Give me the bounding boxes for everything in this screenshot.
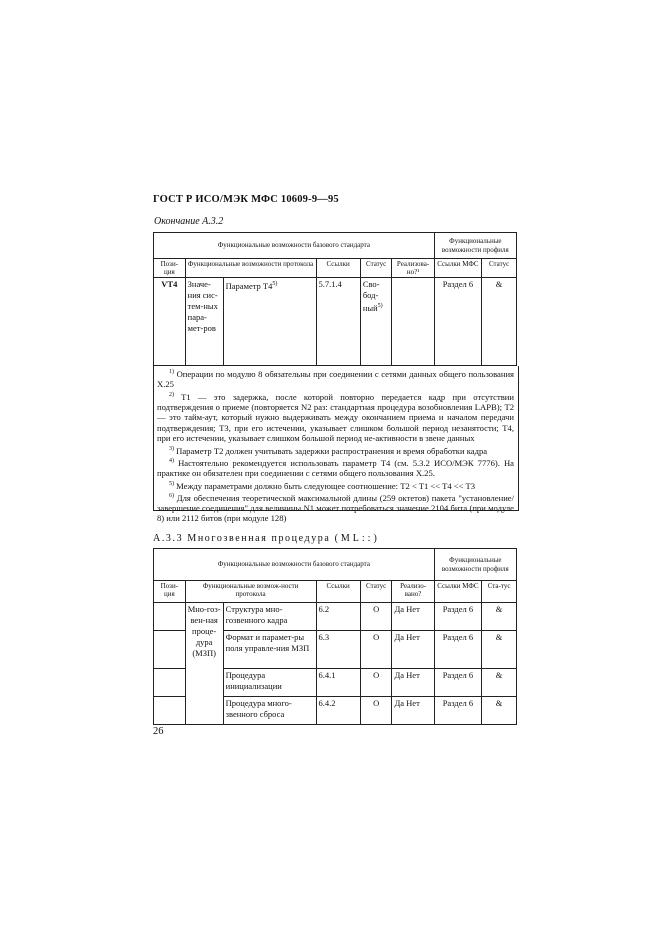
row-func: Структура мно-гозвенного кадра — [223, 603, 316, 631]
col-position: Пози-ция — [154, 581, 186, 603]
row-status: O — [360, 669, 392, 697]
row-func-group: Значе-ния сис-тем-ных пара-мет-ров — [185, 278, 223, 366]
note-1: $^{1)}$ Операции по модулю 8 обязательны при соединении с сетями данных общего пользования X.25 — [157, 368, 514, 390]
row-refs: 6.4.1 — [316, 669, 360, 697]
page-number: 26 — [153, 726, 164, 737]
col-impl: Реализова-но?¹ — [392, 259, 434, 278]
row-refs-mfs: Раздел 6 — [434, 697, 481, 725]
table1-notes — [157, 367, 514, 524]
table-row — [154, 603, 517, 631]
row-refs: 6.4.2 — [316, 697, 360, 725]
col-func: Функциональные возмож-ности протокола — [185, 581, 316, 603]
row-func: Процедура инициализации — [223, 669, 316, 697]
row-status: O — [360, 697, 392, 725]
row-status2: & — [482, 278, 517, 366]
table-a33 — [153, 548, 517, 725]
row-refs-mfs: Раздел 6 — [434, 669, 481, 697]
row-impl: Да Нет — [392, 669, 434, 697]
col-status2: Статус — [482, 259, 517, 278]
row-func: Параметр T4$^{5)}$ — [223, 278, 316, 366]
row-impl: Да Нет — [392, 697, 434, 725]
row-status: O — [360, 603, 392, 631]
col-impl: Реализо-вано? — [392, 581, 434, 603]
row-status: Сво-бод-ный$^{5)}$ — [360, 278, 392, 366]
row-status: O — [360, 631, 392, 669]
row-func: Формат и парамет-ры поля управле-ния МЗП — [223, 631, 316, 669]
col-func: Функциональные возможности протокола — [185, 259, 316, 278]
row-refs-mfs: Раздел 6 — [434, 278, 481, 366]
row-impl — [392, 278, 434, 366]
row-position — [154, 697, 186, 725]
note-2: $^{2)}$ T1 — это задержка, после которой повторно передается кадр при отсутствии подтверждения о приеме (повторяется N2 раз: стандартная процедура возобновления LAPB); T2 — это тайм-аут, который нужно выдерживать между окончанием приема и началом передачи подтверждения; T3, при его истечении, указывает слишком большой период незанятости; T4, при его истечении, указывает слишком большой период не-активности в звене данных — [157, 391, 514, 444]
table-row — [154, 278, 517, 366]
row-position — [154, 603, 186, 631]
row-impl: Да Нет — [392, 631, 434, 669]
table-a32 — [153, 232, 517, 366]
group-profile-header: Функциональные возможности профиля — [434, 233, 516, 259]
note-6: $^{6)}$ Для обеспечения теоретической максимальной длины (259 октетов) пакета "установление/завершение соединения" для величины N1 может потребоваться значение 2104 бита (при модуле 8) или 2112 битов (при модуле 128) — [157, 492, 514, 524]
row-position — [154, 669, 186, 697]
col-status2: Ста-тус — [482, 581, 517, 603]
row-status2: & — [482, 631, 517, 669]
row-func-group: Мно-гоз-вен-ная проце-дура (МЗП) — [185, 603, 223, 725]
col-status: Статус — [360, 259, 392, 278]
row-status2: & — [482, 697, 517, 725]
group-base-header: Функциональные возможности базового стандарта — [154, 233, 435, 259]
row-refs-mfs: Раздел 6 — [434, 631, 481, 669]
col-refs: Ссылки — [316, 259, 360, 278]
col-refs: Ссылки — [316, 581, 360, 603]
note-3: $^{3)}$ Параметр T2 должен учитывать задержки распространения и время обработки кадра — [169, 445, 488, 456]
col-refs-mfs: Ссылки МФС — [434, 259, 481, 278]
row-position: VT4 — [154, 278, 186, 366]
row-refs-mfs: Раздел 6 — [434, 603, 481, 631]
row-status2: & — [482, 669, 517, 697]
col-position: Пози-ция — [154, 259, 186, 278]
row-func: Процедура много-звенного сброса — [223, 697, 316, 725]
note-5: $^{5)}$ Между параметрами должно быть следующее соотношение: T2 < T1 << T4 << T3 — [169, 480, 476, 491]
document-header: ГОСТ Р ИСО/МЭК МФС 10609-9—95 — [153, 194, 339, 205]
row-status2: & — [482, 603, 517, 631]
row-refs: 6.3 — [316, 631, 360, 669]
table2-caption: А.3.3 Многозвенная процедура (ML::) — [153, 533, 380, 544]
group-profile-header: Функциональные возможности профиля — [434, 549, 516, 581]
row-refs: 6.2 — [316, 603, 360, 631]
row-refs: 5.7.1.4 — [316, 278, 360, 366]
row-position — [154, 631, 186, 669]
col-refs-mfs: Ссылки МФС — [434, 581, 481, 603]
group-base-header: Функциональные возможности базового стандарта — [154, 549, 435, 581]
col-status: Статус — [360, 581, 392, 603]
note-4: $^{4)}$ Настоятельно рекомендуется использовать параметр T4 (см. 5.3.2 ИСО/МЭК 7776). На практике он обязателен при соединении с сетями общего пользования X.25. — [157, 457, 514, 479]
table1-caption: Окончание А.3.2 — [154, 216, 224, 227]
row-impl: Да Нет — [392, 603, 434, 631]
